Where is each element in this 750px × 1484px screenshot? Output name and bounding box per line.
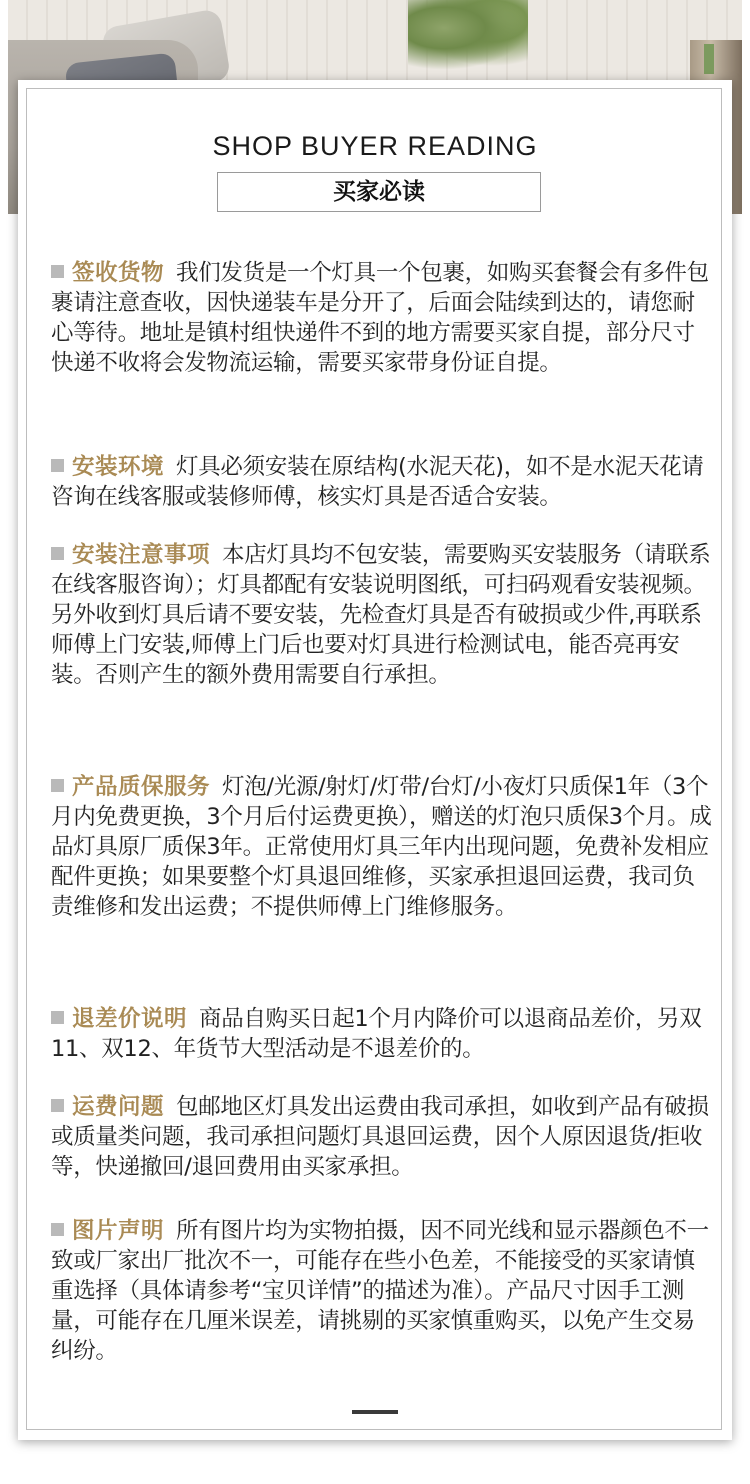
section-heading: 安装注意事项 bbox=[72, 542, 211, 568]
section-body: 本店灯具均不包安装，需要购买安装服务（请联系在线客服咨询）；灯具都配有安装说明图纸，可扫码观看安装视频。另外收到灯具后请不要安装，先检查灯具是否有破损或少件,再联系师傅上门安装,师傅上门后也要对灯具进行检测试电，能否亮再安装。否则产生的额外费用需要自行承担。 bbox=[51, 542, 711, 688]
section-body: 包邮地区灯具发出运费由我司承担，如收到产品有破损或质量类问题，我司承担问题灯具退回运费，因个人原因退货/拒收等，快递撤回/退回费用由买家承担。 bbox=[51, 1094, 709, 1180]
section-install-environment bbox=[51, 452, 716, 512]
book-decoration bbox=[704, 44, 714, 74]
section-shipping-fee bbox=[51, 1092, 716, 1182]
section-heading: 安装环境 bbox=[72, 454, 165, 480]
section-image-statement bbox=[51, 1216, 716, 1366]
square-bullet-icon bbox=[51, 265, 64, 278]
section-body: 商品自购买日起1个月内降价可以退商品差价，另双11、双12、年货节大型活动是不退差价的。 bbox=[51, 1006, 702, 1062]
section-warranty-service bbox=[51, 772, 716, 922]
section-body: 灯具必须安装在原结构(水泥天花)，如不是水泥天花请咨询在线客服或装修师傅，核实灯具是否适合安装。 bbox=[51, 454, 704, 510]
title-chinese: 买家必读 bbox=[217, 172, 541, 212]
section-heading: 运费问题 bbox=[72, 1094, 165, 1120]
section-body: 所有图片均为实物拍摄，因不同光线和显示器颜色不一致或厂家出厂批次不一，可能存在些小色差，不能接受的买家请慎重选择（具体请参考“宝贝详情”的描述为准）。产品尺寸因手工测量，可能存在几厘米误差，请挑剔的买家慎重购买，以免产生交易纠纷。 bbox=[51, 1218, 709, 1364]
square-bullet-icon bbox=[51, 459, 64, 472]
bottom-divider-bar bbox=[352, 1410, 398, 1414]
square-bullet-icon bbox=[51, 1099, 64, 1112]
plant-decoration bbox=[408, 0, 528, 70]
section-heading: 图片声明 bbox=[72, 1218, 165, 1244]
section-heading: 退差价说明 bbox=[72, 1006, 188, 1032]
section-body: 我们发货是一个灯具一个包裹，如购买套餐会有多件包裹请注意查收，因快递装车是分开了，后面会陆续到达的，请您耐心等待。地址是镇村组快递件不到的地方需要买家自提，部分尺寸快递不收将会发物流运输，需要买家带身份证自提。 bbox=[51, 260, 709, 376]
title-english: SHOP BUYER READING bbox=[212, 131, 538, 161]
square-bullet-icon bbox=[51, 1223, 64, 1236]
section-heading: 产品质保服务 bbox=[72, 774, 211, 800]
section-install-notes bbox=[51, 540, 716, 690]
section-price-difference bbox=[51, 1004, 716, 1064]
section-heading: 签收货物 bbox=[72, 260, 165, 286]
square-bullet-icon bbox=[51, 1011, 64, 1024]
section-body: 灯泡/光源/射灯/灯带/台灯/小夜灯只质保1年（3个月内免费更换，3个月后付运费更换），赠送的灯泡只质保3个月。成品灯具原厂质保3年。正常使用灯具三年内出现问题，免费补发相应配件更换；如果要整个灯具退回维修，买家承担退回运费，我司负责维修和发出运费；不提供师傅上门维修服务。 bbox=[51, 774, 712, 920]
square-bullet-icon bbox=[51, 779, 64, 792]
section-receiving-goods bbox=[51, 258, 716, 378]
square-bullet-icon bbox=[51, 547, 64, 560]
